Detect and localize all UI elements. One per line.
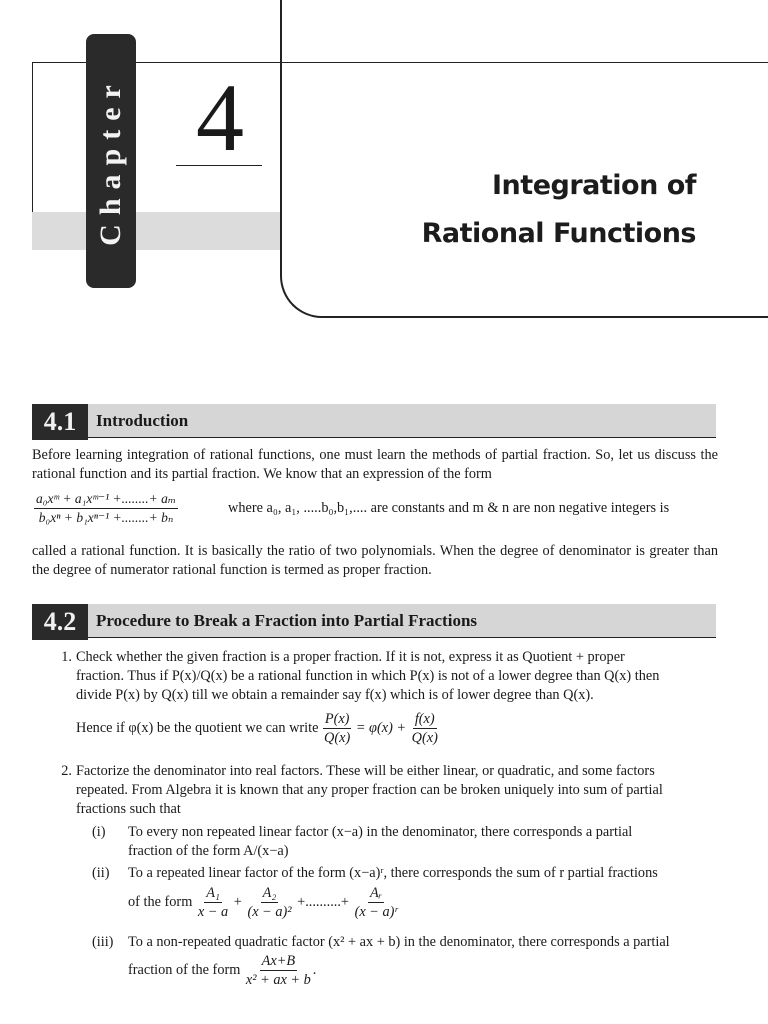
- sum-term-2-num: A₂: [262, 885, 277, 901]
- header-shade-band: [32, 212, 282, 250]
- plus-sign: +: [233, 893, 242, 910]
- chapter-number-rule: [176, 165, 262, 166]
- list-item-1-line3: divide P(x) by Q(x) till we obtain a remainder say f(x) which is of lower degree than Q(x).: [76, 687, 594, 703]
- quadratic-factor-fraction: [128, 952, 316, 989]
- intro-paragraph-2: called a rational function. It is basically the ratio of two polynomials. When the degree of denominator is greater than the degree of numerator rational function is termed as proper fraction.: [32, 543, 718, 578]
- sub-item-i-number: (i): [92, 824, 106, 840]
- sub-item-i-line1: To every non repeated linear factor (x−a) in the denominator, there corresponds a partial: [128, 824, 633, 840]
- eq-fraction-2-den: Q(x): [411, 730, 438, 746]
- sub-item-i-line2: fraction of the form A/(x−a): [128, 843, 289, 859]
- fraction-of-the-form-text: fraction of the form: [128, 961, 241, 978]
- quadratic-num: Ax+B: [261, 953, 296, 969]
- intro-paragraph-1: Before learning integration of rational functions, one must learn the methods of partial fraction. So, let us discuss the rational function and its partial fraction. We know that an expression of the form: [32, 447, 718, 482]
- sum-term-r-num: Aᵣ: [369, 885, 383, 901]
- section-1-title: Introduction: [96, 411, 189, 430]
- sub-item-iii-number: (iii): [92, 934, 114, 950]
- repeated-factor-sum: [128, 884, 400, 921]
- title-frame: [280, 0, 768, 318]
- quadratic-den: x² + ax + b: [245, 972, 311, 988]
- eq-fraction-2-num: f(x): [414, 711, 435, 727]
- list-item-1-line2: fraction. Thus if P(x)/Q(x) be a rational function in which P(x) is not of a lower degree than Q(x) then: [76, 668, 660, 684]
- list-item-2-line2: repeated. From Algebra it is known that any proper fraction can be broken uniquely into sum of partial: [76, 782, 663, 798]
- section-1-number: 4.1: [32, 404, 88, 440]
- sum-term-2-den: (x − a)²: [247, 904, 292, 920]
- of-the-form-text: of the form: [128, 893, 193, 910]
- quotient-equation: [76, 710, 440, 747]
- list-item-1-number: 1.: [61, 649, 72, 665]
- eq-middle: = φ(x) +: [355, 719, 407, 736]
- chapter-word: Chapter: [94, 76, 127, 246]
- rational-denominator: b₀xⁿ + b₁xⁿ⁻¹ +........+ bₙ: [38, 510, 174, 525]
- eq-fraction-1-den: Q(x): [324, 730, 351, 746]
- section-2-title: Procedure to Break a Fraction into Partial Fractions: [96, 611, 478, 630]
- section-2-number: 4.2: [32, 604, 88, 640]
- rational-numerator: a₀xᵐ + a₁xᵐ⁻¹ +........+ aₘ: [34, 490, 178, 509]
- chapter-number: 4: [196, 64, 244, 171]
- list-item-2-line1: Factorize the denominator into real factors. These will be either linear, or quadratic, and some factors: [76, 763, 655, 779]
- sum-term-1-den: x − a: [197, 904, 229, 920]
- list-item-2-number: 2.: [61, 763, 72, 779]
- header-left-rule: [32, 62, 33, 212]
- sub-item-ii-line1: To a repeated linear factor of the form (x−a)ʳ, there corresponds the sum of r partial fractions: [128, 865, 658, 881]
- sum-term-r-den: (x − a)ʳ: [354, 904, 398, 920]
- chapter-title-line2: Rational Functions: [421, 218, 696, 249]
- hence-text: Hence if φ(x) be the quotient we can write: [76, 719, 319, 736]
- chapter-title-line1: Integration of: [492, 170, 696, 201]
- sub-item-iii-line1: To a non-repeated quadratic factor (x² + ax + b) in the denominator, there corresponds a partial: [128, 934, 670, 950]
- eq-fraction-1-num: P(x): [324, 711, 350, 727]
- rational-fraction: [34, 490, 178, 527]
- chapter-label: [86, 34, 136, 288]
- sub-item-ii-number: (ii): [92, 865, 110, 881]
- fraction-note: where a₀, a₁, .....b₀,b₁,.... are constants and m & n are non negative integers is: [228, 500, 670, 516]
- ellipsis-plus: +..........+: [297, 893, 349, 910]
- period: .: [312, 961, 317, 978]
- list-item-2-line3: fractions such that: [76, 801, 181, 817]
- list-item-1-line1: Check whether the given fraction is a proper fraction. If it is not, express it as Quotient + proper: [76, 649, 625, 665]
- sum-term-1-num: A₁: [206, 885, 220, 901]
